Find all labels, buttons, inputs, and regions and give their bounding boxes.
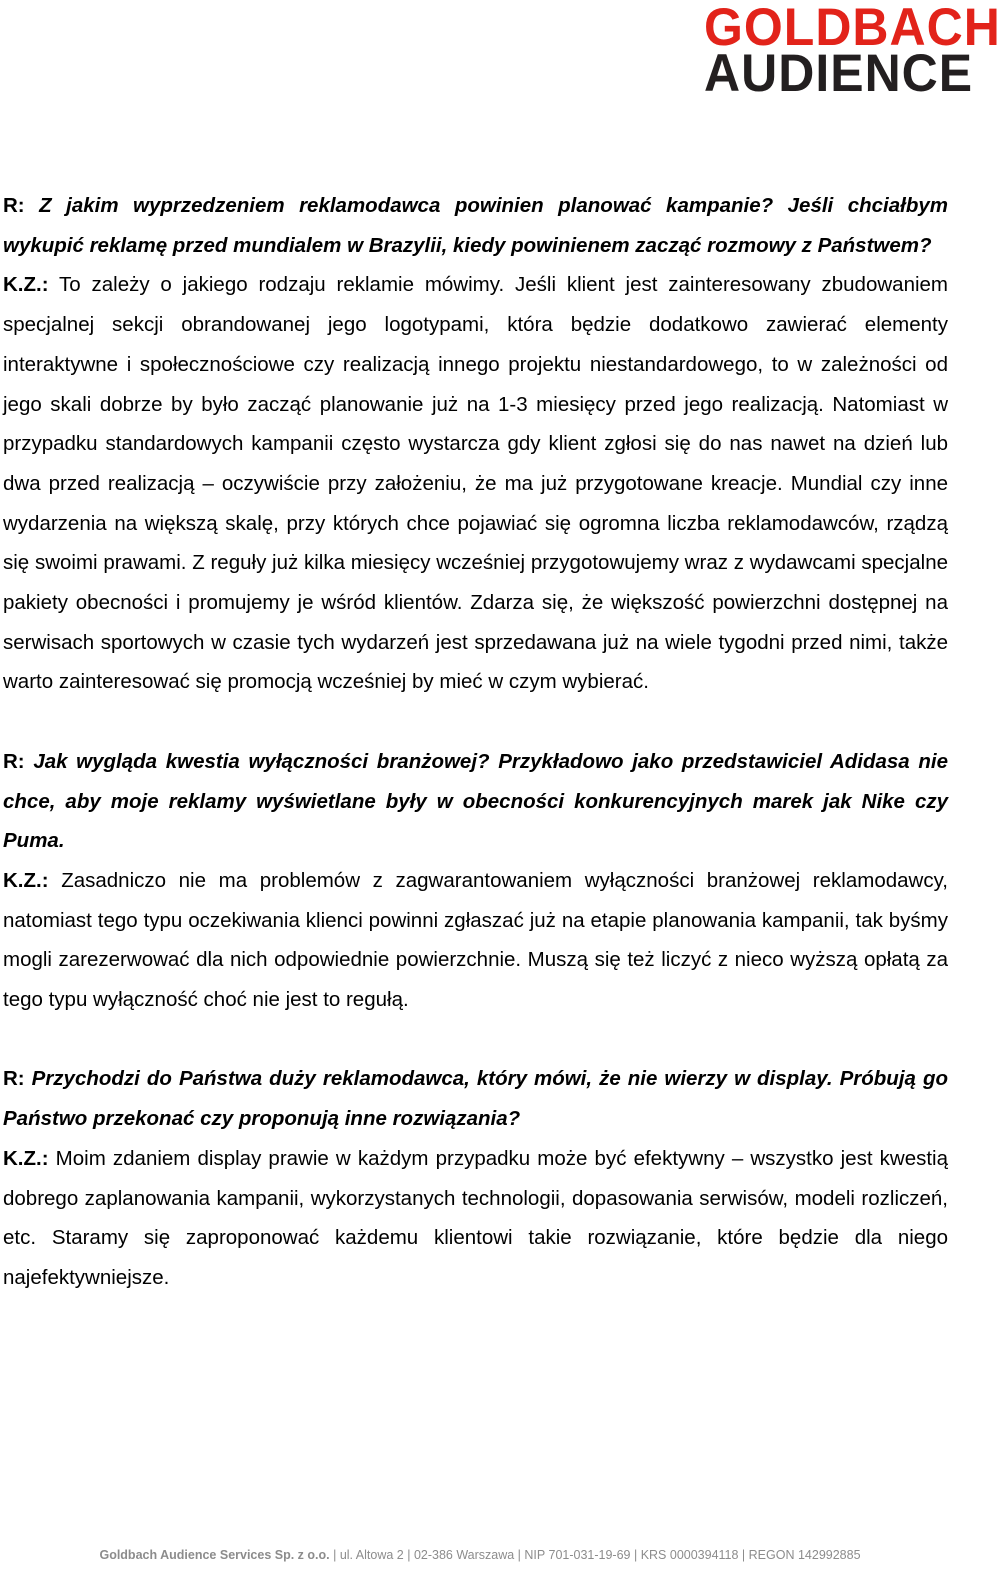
footer-company-details: | ul. Altowa 2 | 02-386 Warszawa | NIP 701-031-19-69 | KRS 0000394118 | REGON 142992885 [329,1548,861,1562]
answer-2-text: Zasadniczo nie ma problemów z zagwarantowaniem wyłączności branżowej reklamodawcy, natomiast tego typu oczekiwania klienci powinni zgłaszać już na etapie planowania kampanii, tak byśmy mogli zarezerwować dla nich odpowiednie powierzchnie. Muszą się też liczyć z nieco wyższą opłatą za tego typu wyłączność choć nie jest to regułą. [3,868,949,1012]
answer-1-label: K.Z.: [3,273,49,297]
question-1 [3,186,948,265]
answer-3-text: Moim zdaniem display prawie w każdym przypadku może być efektywny – wszystko jest kwestią dobrego zaplanowania kampanii, wykorzystanych technologii, dopasowania serwisów, modeli rozliczeń, etc. Staramy się zaproponować każdemu klientowi takie rozwiązanie, które będzie dla niego najefektywniejsze. [3,1146,948,1289]
page-footer [0,1548,960,1562]
answer-2 [3,861,948,1020]
question-3 [3,1059,948,1138]
logo-text-audience: AUDIENCE [704,43,974,103]
question-2 [3,742,948,861]
interview-content [3,186,948,1298]
answer-1-text: To zależy o jakiego rodzaju reklamie mówimy. Jeśli klient jest zainteresowany zbudowaniem specjalnej sekcji obrandowanej jego logotypami, która będzie dodatkowo zawierać elementy interaktywne i społecznościowe czy realizacją innego projektu niestandardowego, to w zależności od jego skali dobrze by było zacząć planowanie już na 1-3 miesięcy przed jego realizacją. Natomiast w przypadku standardowych kampanii często wystarcza gdy klient zgłosi się do nas nawet na dzień lub dwa przed realizacją – oczywiście przy założeniu, że ma już przygotowane kreacje. Mundial czy inne wydarzenia na większą skalę, przy których chce pojawiać się ogromna liczba reklamodawców, rządzą się swoimi prawami. Z reguły już kilka miesięcy wcześniej przygotowujemy wraz z wydawcami specjalne pakiety obecności i promujemy je wśród klientów. Zdarza się, że większość powierzchni dostępnej na serwisach sportowych w czasie tych wydarzeń jest sprzedawana już na wiele tygodni przed nimi, także warto zainteresować się promocją wcześniej by mieć w czym wybierać. [3,273,949,694]
section-spacer [3,702,948,742]
answer-3 [3,1139,948,1298]
answer-2-label: K.Z.: [3,868,49,892]
question-1-label: R: [3,194,25,217]
section-spacer [3,1020,948,1060]
question-2-text: Jak wygląda kwestia wyłączności branżowej? Przykładowo jako przedstawiciel Adidasa nie chce, aby moje reklamy wyświetlane były w obecności konkurencyjnych marek jak Nike czy Puma. [3,749,948,853]
footer-company-name: Goldbach Audience Services Sp. z o.o. [99,1548,330,1562]
question-2-label: R: [3,749,25,773]
question-3-text: Przychodzi do Państwa duży reklamodawca, który mówi, że nie wierzy w display. Próbują go Państwo przekonać czy proponują inne rozwiązania? [3,1067,948,1131]
question-3-label: R: [3,1067,25,1091]
answer-3-label: K.Z.: [3,1146,49,1170]
company-logo [704,0,1001,103]
logo-text-goldbach: GOLDBACH [704,0,1001,57]
question-1-text: Z jakim wyprzedzeniem reklamodawca powinien planować kampanie? Jeśli chciałbym wykupić reklamę przed mundialem w Brazylii, kiedy powinienem zacząć rozmowy z Państwem? [3,194,948,257]
answer-1 [3,265,948,702]
